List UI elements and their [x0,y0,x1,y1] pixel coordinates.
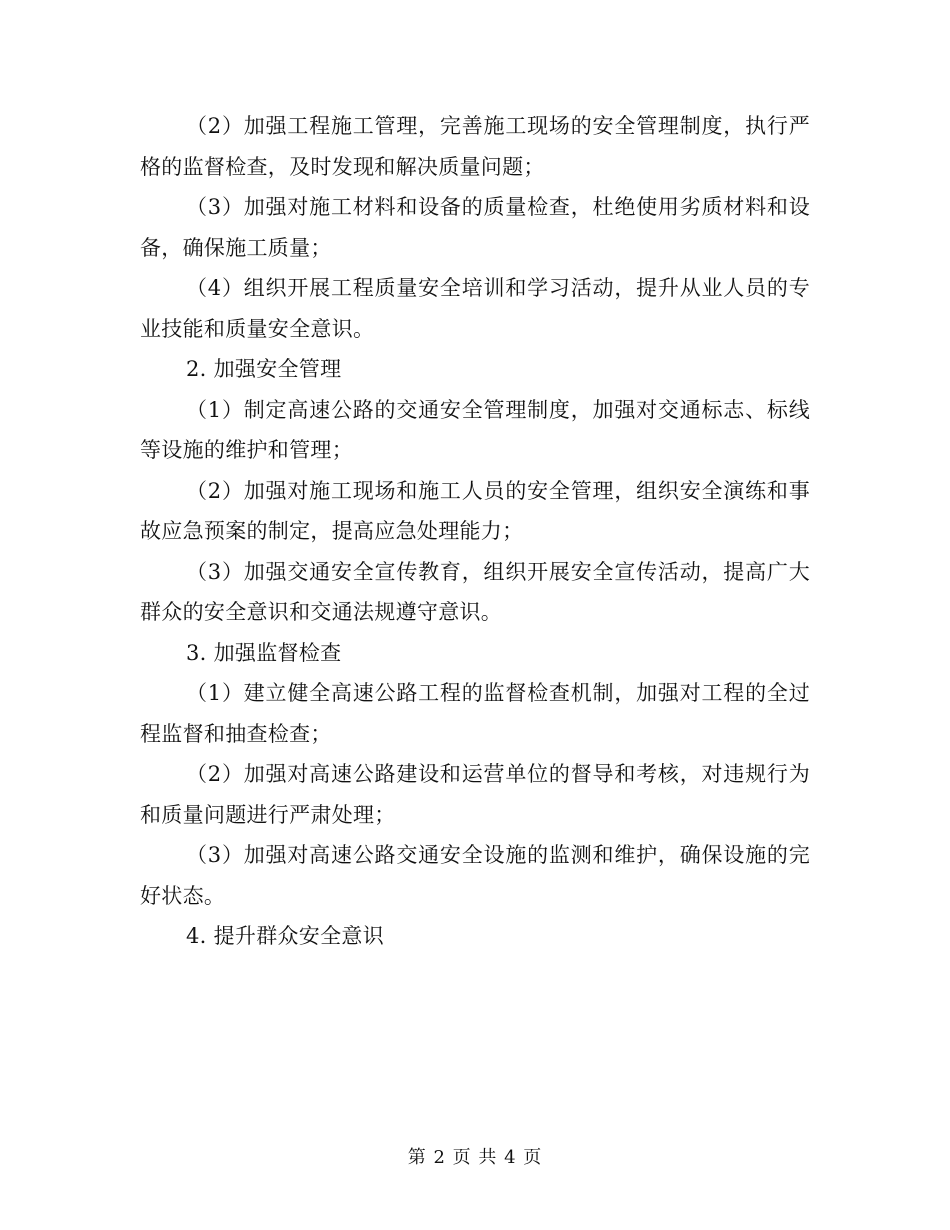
section-heading-supervision: 3. 加强监督检查 [186,640,342,665]
paragraph-item-3-facility-maintenance: （3）加强对高速公路交通安全设施的监测和维护，确保设施的完好状态。 [140,843,810,908]
section-heading-public-awareness: 4. 提升群众安全意识 [186,924,385,948]
paragraph-item-3-material-inspection: （3）加强对施工材料和设备的质量检查，杜绝使用劣质材料和设备，确保施工质量； [140,195,810,260]
section-heading-safety-management: 2. 加强安全管理 [186,357,342,381]
paragraph-item-1-traffic-safety-rules: （1）制定高速公路的交通安全管理制度，加强对交通标志、标线等设施的维护和管理； [140,397,810,462]
page-footer: 第 2 页 共 4 页 [407,1147,543,1168]
paragraph-item-4-training: （4）组织开展工程质量安全培训和学习活动，提升从业人员的专业技能和质量安全意识。 [140,276,810,341]
paragraph-item-2-assessment: （2）加强对高速公路建设和运营单位的督导和考核，对违规行为和质量问题进行严肃处理； [140,762,810,827]
paragraph-item-2-construction-management: （2）加强工程施工管理，完善施工现场的安全管理制度，执行严格的监督检查，及时发现和解决质量问题； [140,114,810,179]
paragraph-item-2-site-safety: （2）加强对施工现场和施工人员的安全管理，组织安全演练和事故应急预案的制定，提高应急处理能力； [140,478,810,543]
paragraph-item-1-supervision-mechanism: （1）建立健全高速公路工程的监督检查机制，加强对工程的全过程监督和抽查检查； [140,681,810,746]
document-body [140,106,810,957]
paragraph-item-3-safety-education: （3）加强交通安全宣传教育，组织开展安全宣传活动，提高广大群众的安全意识和交通法规遵守意识。 [140,559,810,624]
